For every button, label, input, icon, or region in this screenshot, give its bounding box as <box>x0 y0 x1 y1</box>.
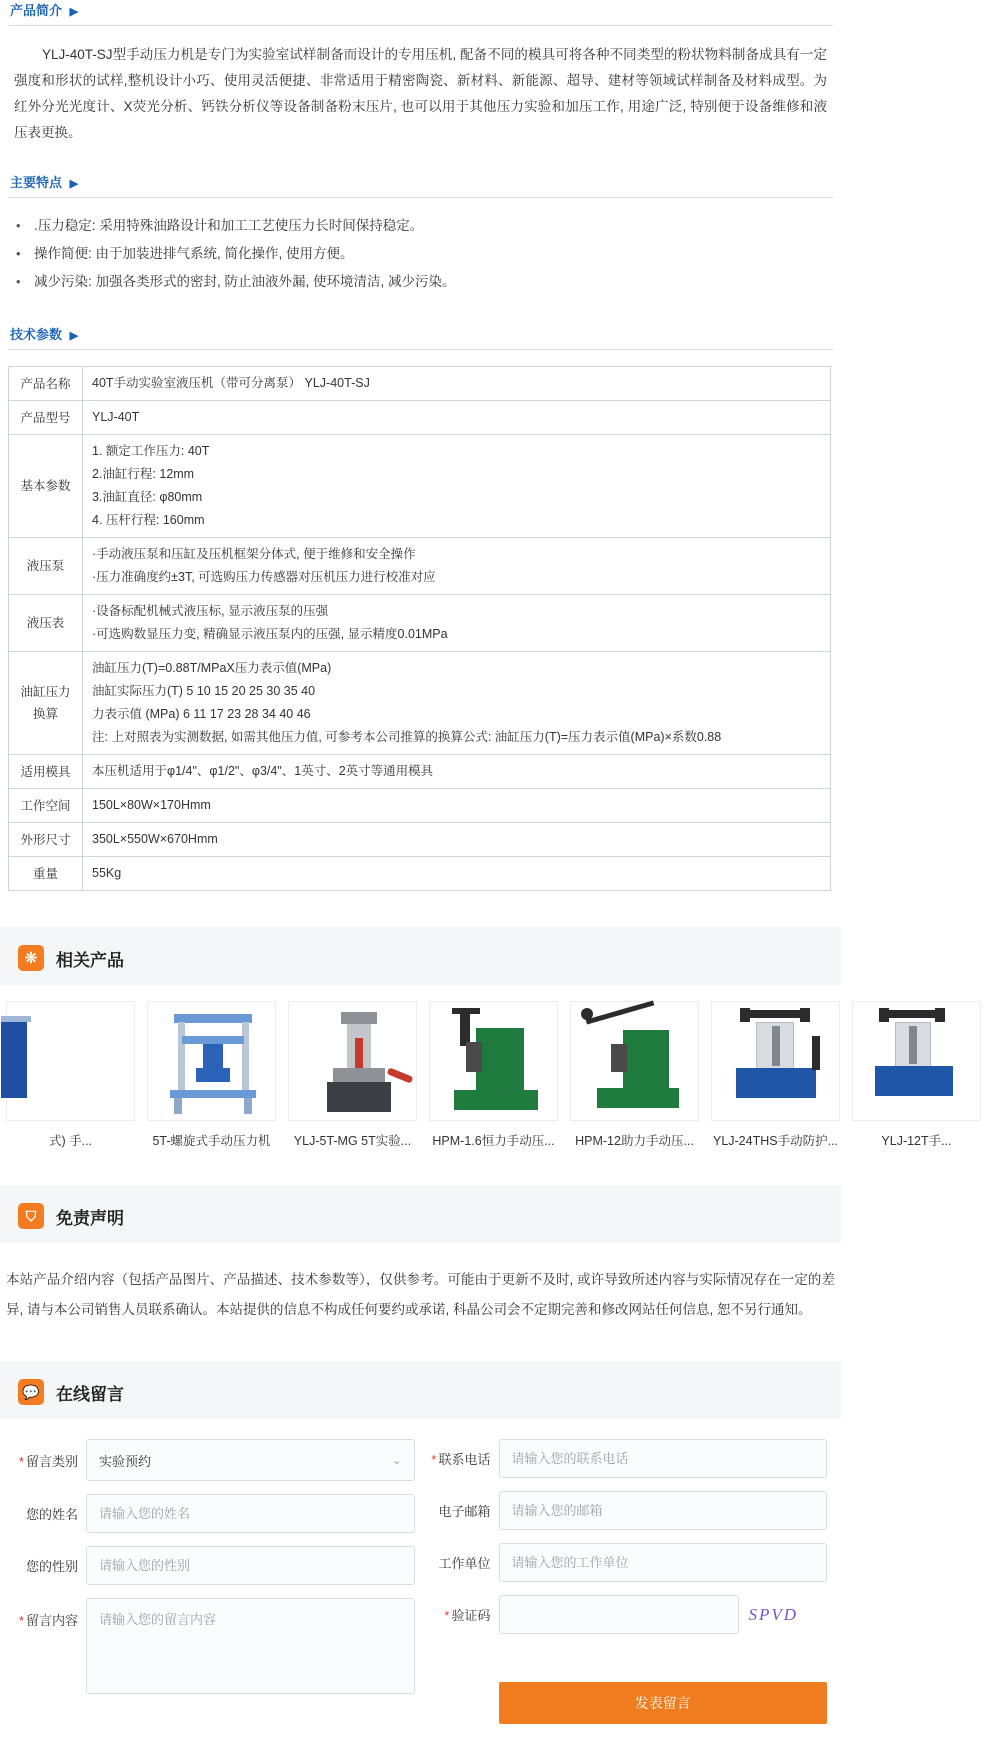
section-title-specs: 技术参数 <box>10 327 63 342</box>
message-title: 在线留言 <box>56 1384 124 1404</box>
table-cell-value <box>83 435 831 538</box>
cell-line: ·可选购数显压力变, 精确显示液压泵内的压强, 显示精度0.01MPa <box>92 627 448 641</box>
section-title-features: 主要特点 <box>10 175 63 190</box>
product-name[interactable]: 式) 手... <box>48 1134 93 1148</box>
chevron-down-icon: ⌄ <box>392 1454 402 1467</box>
table-cell-value <box>83 538 831 595</box>
table-cell-key: 油缸压力换算 <box>9 652 83 755</box>
product-name[interactable]: YLJ-5T-MG 5T实验... <box>293 1134 412 1148</box>
required-marker: * <box>18 1453 24 1469</box>
disclaimer-text: 本站产品介绍内容（包括产品图片、产品描述、技术参数等），仅供参考。可能由于更新不及时, 或许导致所述内容与实际情况存在一定的差异, 请与本公司销售人员联系确认。本站提供的信息不构成任何要约或承诺, 科晶公司会不定期完善和修改网站任何信息, 恕不另行通知。 <box>6 1272 835 1317</box>
control-submit <box>499 1682 828 1724</box>
control-name <box>86 1494 415 1533</box>
cell-line: 40T手动实验室液压机（带可分离泵） YLJ-40T-SJ <box>92 376 370 390</box>
intro-text: YLJ-40T-SJ型手动压力机是专门为实验室试样制备而设计的专用压机, 配备不同的模具可将各种不同类型的粉状物料制备成具有一定强度和形状的试样,整机设计小巧、使用灵活便捷、非常适用于精密陶瓷、新材料、新能源、超导、建材等领域试样制备及材料成型。为红外分光光度计、X荧光分析、钙铁分析仪等设备制备粉末压片, 也可以用于其他压力实验和加压工作, 用途广泛, 特别便于设备维修和液压表更换。 <box>14 47 827 140</box>
email-input[interactable] <box>499 1491 828 1530</box>
feature-text: .压力稳定: 采用特殊油路设计和加工工艺使压力长时间保持稳定。 <box>34 218 424 233</box>
section-title-intro: 产品简介 <box>10 3 63 18</box>
label-text: 电子邮箱 <box>438 1504 491 1519</box>
flower-icon: ❊ <box>18 945 44 971</box>
control-category <box>86 1439 415 1481</box>
label-category <box>14 1451 86 1470</box>
press-machine-image <box>7 1002 134 1120</box>
list-item <box>0 268 841 296</box>
form-row-company <box>427 1543 828 1582</box>
product-card[interactable] <box>282 1001 423 1149</box>
label-text: 联系电话 <box>438 1452 491 1467</box>
label-text: 验证码 <box>451 1608 491 1623</box>
table-cell-key: 外形尺寸 <box>9 823 83 857</box>
section-heading-features <box>8 172 833 198</box>
chevron-right-icon: ▶ <box>69 178 79 190</box>
spec-table <box>8 366 831 891</box>
related-products-section <box>0 927 841 985</box>
label-text: 工作单位 <box>438 1556 491 1571</box>
cell-line: ·压力准确度约±3T, 可选购压力传感器对压机压力进行校准对应 <box>92 570 436 584</box>
cell-line: 150L×80W×170Hmm <box>92 798 211 812</box>
table-cell-key: 产品名称 <box>9 367 83 401</box>
related-products-title: 相关产品 <box>56 950 124 970</box>
form-row-captcha <box>427 1595 828 1634</box>
table-row <box>9 789 831 823</box>
cell-line: 本压机适用于φ1/4"、φ1/2"、φ3/4"、1英寸、2英寸等通用模具 <box>92 764 434 778</box>
form-row-gender <box>14 1546 415 1585</box>
feature-text: 操作简便: 由于加装进排气系统, 简化操作, 使用方便。 <box>34 246 354 261</box>
company-input[interactable] <box>499 1543 828 1582</box>
label-email <box>427 1501 499 1520</box>
table-row <box>9 823 831 857</box>
product-name[interactable]: HPM-12助力手动压... <box>575 1134 694 1148</box>
label-text: 留言内容 <box>25 1613 78 1628</box>
cell-line: ·设备标配机械式液压标, 显示液压泵的压强 <box>92 604 329 618</box>
product-name[interactable]: 5T-螺旋式手动压力机 <box>152 1134 271 1148</box>
product-thumbnail[interactable] <box>6 1001 135 1121</box>
spec-table-wrapper <box>8 366 833 891</box>
label-text: 您的姓名 <box>25 1507 78 1522</box>
press-machine-image <box>148 1002 275 1120</box>
form-row-content <box>14 1598 415 1697</box>
product-thumbnail[interactable] <box>852 1001 981 1121</box>
label-captcha <box>427 1605 499 1624</box>
label-text: 留言类别 <box>25 1453 78 1469</box>
table-cell-key: 适用模具 <box>9 755 83 789</box>
label-company <box>427 1553 499 1572</box>
table-row <box>9 755 831 789</box>
required-marker: * <box>444 1608 450 1623</box>
submit-button[interactable]: 发表留言 <box>499 1682 828 1724</box>
table-cell-value <box>83 789 831 823</box>
table-cell-key: 工作空间 <box>9 789 83 823</box>
product-card[interactable] <box>0 1001 141 1149</box>
cell-line: ·手动液压泵和压缸及压机框架分体式, 便于维修和安全操作 <box>92 547 416 561</box>
product-thumbnail[interactable] <box>288 1001 417 1121</box>
table-cell-key: 产品型号 <box>9 401 83 435</box>
product-card[interactable] <box>141 1001 282 1149</box>
cell-line: 1. 额定工作压力: 40T <box>92 444 210 458</box>
phone-input[interactable] <box>499 1439 828 1478</box>
product-card[interactable] <box>846 1001 987 1149</box>
control-gender <box>86 1546 415 1585</box>
table-row <box>9 652 831 755</box>
press-machine-image <box>853 1002 980 1120</box>
table-row <box>9 401 831 435</box>
press-machine-image <box>430 1002 557 1120</box>
related-products-strip[interactable] <box>0 1001 952 1149</box>
product-thumbnail[interactable] <box>711 1001 840 1121</box>
required-marker: * <box>18 1613 24 1628</box>
control-content <box>86 1598 415 1697</box>
label-name <box>14 1504 86 1523</box>
product-name[interactable]: HPM-1.6恒力手动压... <box>432 1134 555 1148</box>
label-phone <box>427 1449 499 1468</box>
table-cell-value <box>83 401 831 435</box>
features-list <box>0 212 841 296</box>
press-machine-image <box>571 1002 698 1120</box>
required-marker: * <box>431 1452 437 1467</box>
product-thumbnail[interactable] <box>429 1001 558 1121</box>
table-cell-key: 液压泵 <box>9 538 83 595</box>
product-name[interactable]: YLJ-24THS手动防护... <box>712 1134 839 1148</box>
form-row-submit <box>427 1682 828 1724</box>
shield-icon: ⛉ <box>18 1203 44 1229</box>
category-select[interactable] <box>86 1439 415 1481</box>
table-row <box>9 367 831 401</box>
product-thumbnail[interactable] <box>570 1001 699 1121</box>
product-thumbnail[interactable] <box>147 1001 276 1121</box>
product-card[interactable] <box>705 1001 846 1149</box>
content-textarea[interactable] <box>86 1598 415 1694</box>
gender-input[interactable] <box>86 1546 415 1585</box>
label-content <box>14 1598 86 1629</box>
form-row-phone <box>427 1439 828 1478</box>
disclaimer-title: 免责声明 <box>56 1208 124 1228</box>
captcha-image[interactable]: SPVD <box>748 1604 799 1624</box>
category-selected-value: 实验预约 <box>99 1453 152 1469</box>
table-row <box>9 595 831 652</box>
cell-line: 力表示值 (MPa) 6 11 17 23 28 34 40 46 <box>92 707 311 721</box>
form-row-email <box>427 1491 828 1530</box>
cell-line: 注: 上对照表为实测数据, 如需其他压力值, 可参考本公司推算的换算公式: 油缸压力(T)=压力表示值(MPa)×系数0.88 <box>92 730 722 744</box>
cell-line: 油缸压力(T)=0.88T/MPaX压力表示值(MPa) <box>92 661 332 675</box>
product-card[interactable] <box>423 1001 564 1149</box>
table-row <box>9 435 831 538</box>
table-row <box>9 857 831 891</box>
message-section-header <box>0 1361 841 1419</box>
list-item <box>0 212 841 240</box>
list-item <box>0 240 841 268</box>
press-machine-image <box>289 1002 416 1120</box>
table-row <box>9 538 831 595</box>
chat-icon: 💬 <box>18 1379 44 1405</box>
control-phone <box>499 1439 828 1478</box>
press-machine-image <box>712 1002 839 1120</box>
product-name[interactable]: YLJ-12T手... <box>881 1134 952 1148</box>
disclaimer-section-header <box>0 1185 841 1243</box>
related-products-header <box>0 945 841 971</box>
table-cell-value <box>83 652 831 755</box>
product-card[interactable] <box>564 1001 705 1149</box>
control-email <box>499 1491 828 1530</box>
cell-line: 350L×550W×670Hmm <box>92 832 218 846</box>
table-cell-value <box>83 367 831 401</box>
chevron-right-icon: ▶ <box>69 6 79 18</box>
form-row-name <box>14 1494 415 1533</box>
cell-line: 4. 压杆行程: 160mm <box>92 513 205 527</box>
cell-line: YLJ-40T <box>92 410 140 424</box>
form-column-left <box>8 1439 421 1737</box>
name-input[interactable] <box>86 1494 415 1533</box>
disclaimer-header <box>0 1203 841 1229</box>
table-cell-value <box>83 823 831 857</box>
message-form <box>0 1439 841 1737</box>
form-column-right <box>421 1439 834 1737</box>
table-cell-key: 重量 <box>9 857 83 891</box>
message-header <box>0 1379 841 1405</box>
table-cell-value <box>83 595 831 652</box>
feature-text: 减少污染: 加强各类形式的密封, 防止油液外漏, 使环境清洁, 减少污染。 <box>34 274 456 289</box>
control-company <box>499 1543 828 1582</box>
cell-line: 55Kg <box>92 866 122 880</box>
section-heading-intro <box>8 0 833 26</box>
form-row-category <box>14 1439 415 1481</box>
cell-line: 油缸实际压力(T) 5 10 15 20 25 30 35 40 <box>92 684 316 698</box>
captcha-input[interactable] <box>499 1595 739 1634</box>
label-gender <box>14 1556 86 1575</box>
table-cell-key: 基本参数 <box>9 435 83 538</box>
cell-line: 2.油缸行程: 12mm <box>92 467 195 481</box>
table-cell-key: 液压表 <box>9 595 83 652</box>
cell-line: 3.油缸直径: φ80mm <box>92 490 203 504</box>
table-cell-value <box>83 755 831 789</box>
label-text: 您的性别 <box>25 1559 78 1574</box>
intro-paragraph <box>14 42 827 146</box>
control-captcha <box>499 1595 739 1634</box>
chevron-right-icon: ▶ <box>69 330 79 342</box>
section-heading-specs <box>8 324 833 350</box>
table-cell-value <box>83 857 831 891</box>
